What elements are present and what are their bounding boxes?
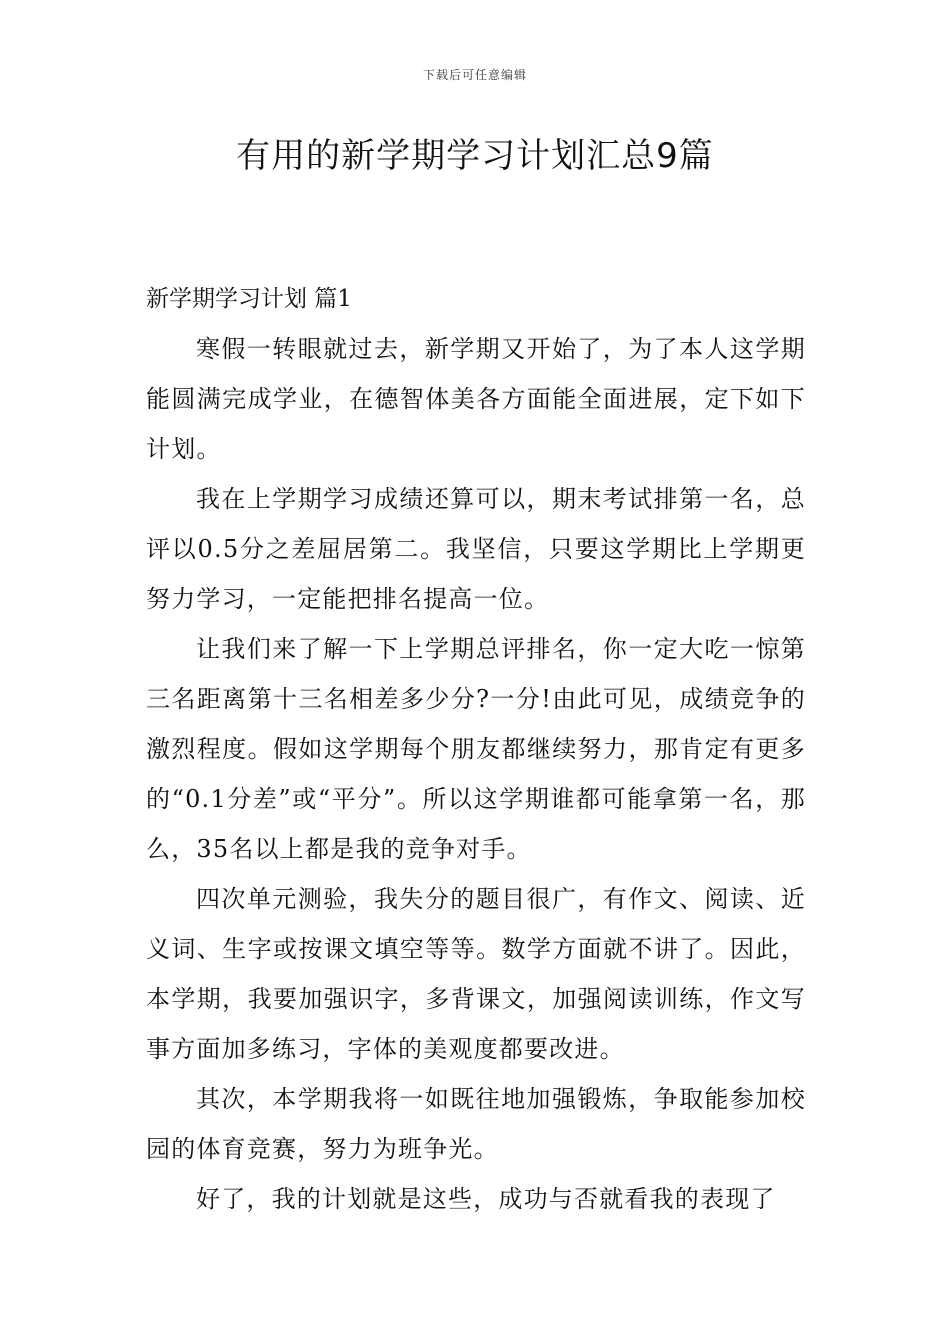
header-note: 下载后可任意编辑 [422,68,527,82]
paragraph: 其次，本学期我将一如既往地加强锻炼，争取能参加校园的体育竞赛，努力为班争光。 [146,1085,806,1163]
paragraph: 四次单元测验，我失分的题目很广，有作文、阅读、近义词、生字或按课文填空等等。数学方面就不讲了。因此，本学期，我要加强识字，多背课文，加强阅读训练，作文写事方面加多练习，字体的美观度都要改进。 [146,885,806,1063]
page-title: 有用的新学期学习计划汇总9篇 [236,136,714,176]
section-heading: 新学期学习计划 篇1 [146,286,352,312]
document-body [146,280,806,1224]
paragraph: 好了，我的计划就是这些，成功与否就看我的表现了 [196,1185,776,1213]
paragraph: 我在上学期学习成绩还算可以，期末考试排第一名，总评以0.5分之差屈居第二。我坚信，只要这学期比上学期更努力学习，一定能把排名提高一位。 [146,485,806,613]
paragraph: 寒假一转眼就过去，新学期又开始了，为了本人这学期能圆满完成学业，在德智体美各方面能全面进展，定下如下计划。 [146,335,806,463]
paragraph: 让我们来了解一下上学期总评排名，你一定大吃一惊第三名距离第十三名相差多少分?一分!由此可见，成绩竞争的激烈程度。假如这学期每个朋友都继续努力，那肯定有更多的“0.1分差”或“平分”。所以这学期谁都可能拿第一名，那么，35名以上都是我的竞争对手。 [146,635,806,863]
